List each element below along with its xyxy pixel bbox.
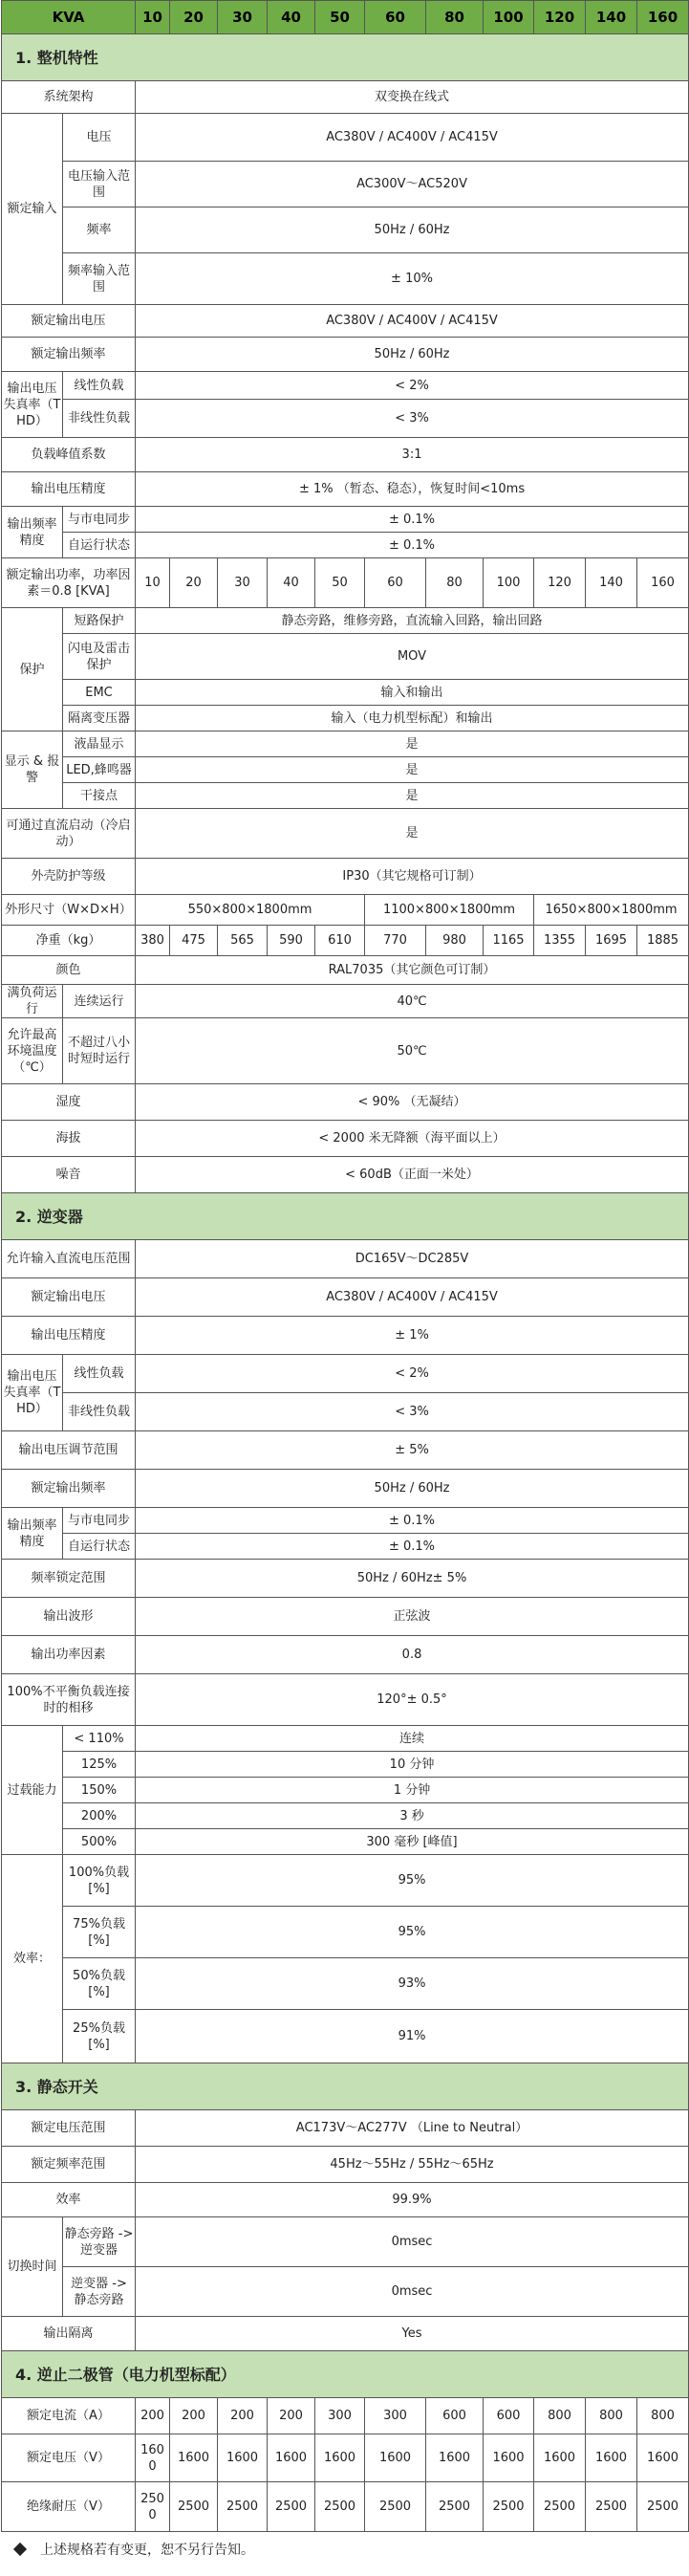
- cell-value: 2500: [586, 2482, 637, 2532]
- row-label: 可通过直流启动（冷启动）: [2, 809, 136, 859]
- table-row: [2, 1317, 689, 1355]
- table-row: [2, 162, 689, 207]
- row-label: 允许输入直流电压范围: [2, 1240, 136, 1278]
- row-value: < 60dB（正面一米处）: [136, 1157, 689, 1193]
- row-value: 50Hz / 60Hz± 5%: [136, 1560, 689, 1598]
- table-row: [2, 926, 689, 956]
- row-label: 75%负载 [%]: [63, 1907, 136, 1958]
- row-label: 输出电压精度: [2, 472, 136, 507]
- table-row: [2, 438, 689, 472]
- cell-value: 200: [170, 2398, 218, 2434]
- row-label: 干接点: [63, 783, 136, 809]
- row-label: 额定输出电压: [2, 305, 136, 338]
- table-row: [2, 1778, 689, 1803]
- table-row: [2, 2147, 689, 2183]
- row-value: 是: [136, 783, 689, 809]
- cell-value: 1600: [637, 2434, 689, 2482]
- group-label: 输出电压失真率（THD）: [2, 372, 63, 438]
- row-value: 0msec: [136, 2217, 689, 2267]
- table-row: [2, 956, 689, 985]
- cell-value: 1695: [586, 926, 637, 956]
- row-value: 120°± 0.5°: [136, 1674, 689, 1726]
- table-row: [2, 1803, 689, 1829]
- table-row: [2, 1431, 689, 1470]
- spec-table: [1, 0, 689, 2532]
- cell-value: 800: [586, 2398, 637, 2434]
- row-label: 逆变器 -> 静态旁路: [63, 2267, 136, 2317]
- kva-rating: 50: [315, 1, 365, 34]
- cell-value: 590: [268, 926, 315, 956]
- cell-value: 200: [268, 2398, 315, 2434]
- cell-value: 800: [534, 2398, 586, 2434]
- row-label: 外壳防护等级: [2, 859, 136, 895]
- row-label: 额定输出功率，功率因素＝0.8 [KVA]: [2, 558, 136, 608]
- table-row: [2, 680, 689, 706]
- row-value: < 3%: [136, 1393, 689, 1431]
- row-value: Yes: [136, 2317, 689, 2351]
- group-label: 满负荷运行: [2, 985, 63, 1018]
- table-row: [2, 757, 689, 783]
- table-row: [2, 2217, 689, 2267]
- row-value: AC173V～AC277V （Line to Neutral）: [136, 2110, 689, 2147]
- group-label: 允许最高环境温度（℃）: [2, 1018, 63, 1084]
- cell-value: 2500: [218, 2482, 268, 2532]
- kva-rating: 80: [426, 1, 484, 34]
- row-label: 不超过八小时短时运行: [63, 1018, 136, 1084]
- row-label: EMC: [63, 680, 136, 706]
- group-label: 过载能力: [2, 1726, 63, 1855]
- row-label: 额定输出频率: [2, 1470, 136, 1508]
- table-row: [2, 859, 689, 895]
- row-value: 静态旁路，维修旁路，直流输入回路，输出回路: [136, 608, 689, 634]
- cell-value: 1600: [268, 2434, 315, 2482]
- cell-value: 80: [426, 558, 484, 608]
- row-label: 负载峰值系数: [2, 438, 136, 472]
- table-row: [2, 81, 689, 114]
- table-row: [2, 1560, 689, 1598]
- row-label: 输出电压调节范围: [2, 1431, 136, 1470]
- group-label: 切换时间: [2, 2217, 63, 2317]
- table-row: [2, 1752, 689, 1778]
- group-label: 输出频率精度: [2, 507, 63, 558]
- row-label: 频率: [63, 207, 136, 253]
- row-label: 噪音: [2, 1157, 136, 1193]
- cell-value: 1600: [586, 2434, 637, 2482]
- cell-value: 2500: [170, 2482, 218, 2532]
- table-row: [2, 608, 689, 634]
- row-label: 自运行状态: [63, 533, 136, 558]
- kva-rating: 20: [170, 1, 218, 34]
- row-value: 99.9%: [136, 2183, 689, 2217]
- row-value: 输入和输出: [136, 680, 689, 706]
- row-value: < 90% （无凝结）: [136, 1084, 689, 1121]
- row-value: 1650×800×1800mm: [534, 895, 689, 926]
- row-label: 非线性负载: [63, 400, 136, 438]
- row-label: 与市电同步: [63, 1508, 136, 1534]
- cell-value: 120: [534, 558, 586, 608]
- row-value: ± 10%: [136, 253, 689, 305]
- row-label: 输出波形: [2, 1598, 136, 1636]
- section-header: [2, 34, 689, 81]
- table-row: [2, 507, 689, 533]
- row-value: < 2000 米无降额（海平面以上）: [136, 1121, 689, 1157]
- row-value: 0.8: [136, 1636, 689, 1674]
- row-value: 10 分钟: [136, 1752, 689, 1778]
- table-row: [2, 895, 689, 926]
- table-row: [2, 1907, 689, 1958]
- table-row: [2, 2482, 689, 2532]
- row-label: 输出隔离: [2, 2317, 136, 2351]
- kva-rating: 30: [218, 1, 268, 34]
- row-value: 是: [136, 809, 689, 859]
- row-label: 净重（kg）: [2, 926, 136, 956]
- cell-value: 200: [136, 2398, 170, 2434]
- table-row: [2, 1534, 689, 1560]
- row-value: 1100×800×1800mm: [365, 895, 534, 926]
- cell-value: 200: [218, 2398, 268, 2434]
- cell-value: 2500: [534, 2482, 586, 2532]
- cell-value: 2500: [136, 2482, 170, 2532]
- row-label: 额定电压范围: [2, 2110, 136, 2147]
- table-row: [2, 1674, 689, 1726]
- table-row: [2, 1829, 689, 1855]
- table-row: [2, 1726, 689, 1752]
- cell-value: 1165: [484, 926, 534, 956]
- cell-value: 610: [315, 926, 365, 956]
- cell-value: 600: [426, 2398, 484, 2434]
- row-label: 闪电及雷击保护: [63, 634, 136, 680]
- row-value: 95%: [136, 1855, 689, 1907]
- cell-value: 2500: [484, 2482, 534, 2532]
- row-value: 3 秒: [136, 1803, 689, 1829]
- section-header: [2, 2351, 689, 2398]
- table-row: [2, 2267, 689, 2317]
- row-value: 50Hz / 60Hz: [136, 338, 689, 372]
- row-value: 正弦波: [136, 1598, 689, 1636]
- row-label: 额定输出电压: [2, 1278, 136, 1317]
- row-value: MOV: [136, 634, 689, 680]
- table-row: [2, 372, 689, 400]
- cell-value: 2500: [268, 2482, 315, 2532]
- table-row: [2, 533, 689, 558]
- table-row: [2, 634, 689, 680]
- row-label: 绝缘耐压（V）: [2, 2482, 136, 2532]
- table-row: [2, 1084, 689, 1121]
- row-label: 25%负载 [%]: [63, 2010, 136, 2063]
- row-label: 500%: [63, 1829, 136, 1855]
- cell-value: 20: [170, 558, 218, 608]
- cell-value: 100: [484, 558, 534, 608]
- table-row: [2, 2317, 689, 2351]
- cell-value: 980: [426, 926, 484, 956]
- footer-note: [0, 2532, 689, 2559]
- table-row: [2, 985, 689, 1018]
- cell-value: 1885: [637, 926, 689, 956]
- cell-value: 160: [637, 558, 689, 608]
- row-value: 双变换在线式: [136, 81, 689, 114]
- table-row: [2, 1508, 689, 1534]
- cell-value: 380: [136, 926, 170, 956]
- table-row: [2, 2434, 689, 2482]
- row-value: IP30（其它规格可订制）: [136, 859, 689, 895]
- table-row: [2, 2110, 689, 2147]
- row-label: 短路保护: [63, 608, 136, 634]
- cell-value: 50: [315, 558, 365, 608]
- row-value: 300 毫秒 [峰值]: [136, 1829, 689, 1855]
- cell-value: 565: [218, 926, 268, 956]
- table-row: [2, 1157, 689, 1193]
- table-row: [2, 1278, 689, 1317]
- table-row: [2, 1636, 689, 1674]
- row-label: 静态旁路 -> 逆变器: [63, 2217, 136, 2267]
- kva-rating: 120: [534, 1, 586, 34]
- cell-value: 300: [365, 2398, 426, 2434]
- kva-rating: 160: [637, 1, 689, 34]
- table-row: [2, 2398, 689, 2434]
- table-row: [2, 207, 689, 253]
- kva-rating: 60: [365, 1, 426, 34]
- kva-header-row: [2, 1, 689, 34]
- row-value: 95%: [136, 1907, 689, 1958]
- row-label: 125%: [63, 1752, 136, 1778]
- row-value: 0msec: [136, 2267, 689, 2317]
- row-value: RAL7035（其它颜色可订制）: [136, 956, 689, 985]
- row-label: 200%: [63, 1803, 136, 1829]
- cell-value: 1600: [136, 2434, 170, 2482]
- row-label: 100%不平衡负载连接时的相移: [2, 1674, 136, 1726]
- table-row: [2, 731, 689, 757]
- row-label: 湿度: [2, 1084, 136, 1121]
- group-label: 保护: [2, 608, 63, 731]
- row-label: LED,蜂鸣器: [63, 757, 136, 783]
- row-value: 输入（电力机型标配）和输出: [136, 706, 689, 731]
- row-value: < 3%: [136, 400, 689, 438]
- row-value: DC165V～DC285V: [136, 1240, 689, 1278]
- row-label: 额定电流（A）: [2, 2398, 136, 2434]
- kva-rating: 140: [586, 1, 637, 34]
- row-label: 外形尺寸（W×D×H）: [2, 895, 136, 926]
- row-label: 隔离变压器: [63, 706, 136, 731]
- table-row: [2, 706, 689, 731]
- row-label: 效率: [2, 2183, 136, 2217]
- cell-value: 770: [365, 926, 426, 956]
- cell-value: 60: [365, 558, 426, 608]
- group-label: 输出电压失真率（THD）: [2, 1355, 63, 1431]
- section-title: 3. 静态开关: [2, 2063, 689, 2110]
- row-value: ± 0.1%: [136, 507, 689, 533]
- table-row: [2, 1240, 689, 1278]
- table-row: [2, 253, 689, 305]
- row-label: 150%: [63, 1778, 136, 1803]
- footer-text: 上述规格若有变更，恕不另行告知。: [40, 2543, 254, 2558]
- row-label: 颜色: [2, 956, 136, 985]
- row-label: 额定输出频率: [2, 338, 136, 372]
- row-value: 3:1: [136, 438, 689, 472]
- row-label: 频率输入范围: [63, 253, 136, 305]
- cell-value: 140: [586, 558, 637, 608]
- cell-value: 30: [218, 558, 268, 608]
- kva-rating: 10: [136, 1, 170, 34]
- table-row: [2, 472, 689, 507]
- section-header: [2, 1193, 689, 1240]
- kva-rating: 100: [484, 1, 534, 34]
- cell-value: 2500: [637, 2482, 689, 2532]
- row-label: 输出电压精度: [2, 1317, 136, 1355]
- row-value: < 2%: [136, 372, 689, 400]
- table-row: [2, 558, 689, 608]
- row-value: ± 0.1%: [136, 1508, 689, 1534]
- table-row: [2, 1018, 689, 1084]
- table-row: [2, 400, 689, 438]
- row-value: 1 分钟: [136, 1778, 689, 1803]
- group-label: 显示 & 报警: [2, 731, 63, 809]
- row-value: ± 1% （暂态、稳态），恢复时间<10ms: [136, 472, 689, 507]
- table-row: [2, 114, 689, 162]
- cell-value: 1600: [484, 2434, 534, 2482]
- row-label: 海拔: [2, 1121, 136, 1157]
- row-label: < 110%: [63, 1726, 136, 1752]
- cell-value: 2500: [365, 2482, 426, 2532]
- row-value: 50℃: [136, 1018, 689, 1084]
- row-label: 线性负载: [63, 1355, 136, 1393]
- cell-value: 300: [315, 2398, 365, 2434]
- row-label: 电压: [63, 114, 136, 162]
- cell-value: 2500: [315, 2482, 365, 2532]
- row-label: 线性负载: [63, 372, 136, 400]
- cell-value: 1600: [534, 2434, 586, 2482]
- table-row: [2, 1121, 689, 1157]
- row-value: AC380V / AC400V / AC415V: [136, 1278, 689, 1317]
- cell-value: 1600: [426, 2434, 484, 2482]
- table-row: [2, 783, 689, 809]
- table-row: [2, 1958, 689, 2010]
- row-label: 自运行状态: [63, 1534, 136, 1560]
- kva-rating: 40: [268, 1, 315, 34]
- row-label: 100%负载 [%]: [63, 1855, 136, 1907]
- row-value: ± 0.1%: [136, 1534, 689, 1560]
- row-value: AC300V～AC520V: [136, 162, 689, 207]
- cell-value: 600: [484, 2398, 534, 2434]
- row-label: 输出功率因素: [2, 1636, 136, 1674]
- row-label: 连续运行: [63, 985, 136, 1018]
- cell-value: 1600: [170, 2434, 218, 2482]
- table-row: [2, 2010, 689, 2063]
- row-value: 91%: [136, 2010, 689, 2063]
- table-row: [2, 305, 689, 338]
- table-row: [2, 2183, 689, 2217]
- row-label: 非线性负载: [63, 1393, 136, 1431]
- group-label: 输出频率精度: [2, 1508, 63, 1560]
- row-label: 系统架构: [2, 81, 136, 114]
- row-value: 是: [136, 757, 689, 783]
- row-label: 电压输入范围: [63, 162, 136, 207]
- cell-value: 475: [170, 926, 218, 956]
- table-row: [2, 1470, 689, 1508]
- row-value: AC380V / AC400V / AC415V: [136, 305, 689, 338]
- row-value: AC380V / AC400V / AC415V: [136, 114, 689, 162]
- row-value: 50Hz / 60Hz: [136, 1470, 689, 1508]
- row-value: ± 1%: [136, 1317, 689, 1355]
- row-label: 额定频率范围: [2, 2147, 136, 2183]
- row-value: 550×800×1800mm: [136, 895, 365, 926]
- row-value: 50Hz / 60Hz: [136, 207, 689, 253]
- row-value: < 2%: [136, 1355, 689, 1393]
- cell-value: 1600: [365, 2434, 426, 2482]
- cell-value: 800: [637, 2398, 689, 2434]
- table-row: [2, 1598, 689, 1636]
- row-value: 93%: [136, 1958, 689, 2010]
- row-value: ± 0.1%: [136, 533, 689, 558]
- section-title: 4. 逆止二极管（电力机型标配）: [2, 2351, 689, 2398]
- cell-value: 1355: [534, 926, 586, 956]
- row-value: ± 5%: [136, 1431, 689, 1470]
- cell-value: 40: [268, 558, 315, 608]
- cell-value: 2500: [426, 2482, 484, 2532]
- row-label: 50%负载 [%]: [63, 1958, 136, 2010]
- section-title: 1. 整机特性: [2, 34, 689, 81]
- cell-value: 10: [136, 558, 170, 608]
- row-label: 与市电同步: [63, 507, 136, 533]
- row-label: 额定电压（V）: [2, 2434, 136, 2482]
- section-header: [2, 2063, 689, 2110]
- table-row: [2, 809, 689, 859]
- group-label: 额定输入: [2, 114, 63, 305]
- row-value: 40℃: [136, 985, 689, 1018]
- section-title: 2. 逆变器: [2, 1193, 689, 1240]
- diamond-bullet-icon: [13, 2543, 27, 2556]
- row-label: 频率锁定范围: [2, 1560, 136, 1598]
- group-label: 效率：: [2, 1855, 63, 2063]
- table-row: [2, 338, 689, 372]
- table-row: [2, 1855, 689, 1907]
- table-row: [2, 1355, 689, 1393]
- row-value: 是: [136, 731, 689, 757]
- row-value: 连续: [136, 1726, 689, 1752]
- cell-value: 1600: [218, 2434, 268, 2482]
- table-row: [2, 1393, 689, 1431]
- row-value: 45Hz～55Hz / 55Hz～65Hz: [136, 2147, 689, 2183]
- row-label: 液晶显示: [63, 731, 136, 757]
- kva-label: KVA: [2, 1, 136, 34]
- cell-value: 1600: [315, 2434, 365, 2482]
